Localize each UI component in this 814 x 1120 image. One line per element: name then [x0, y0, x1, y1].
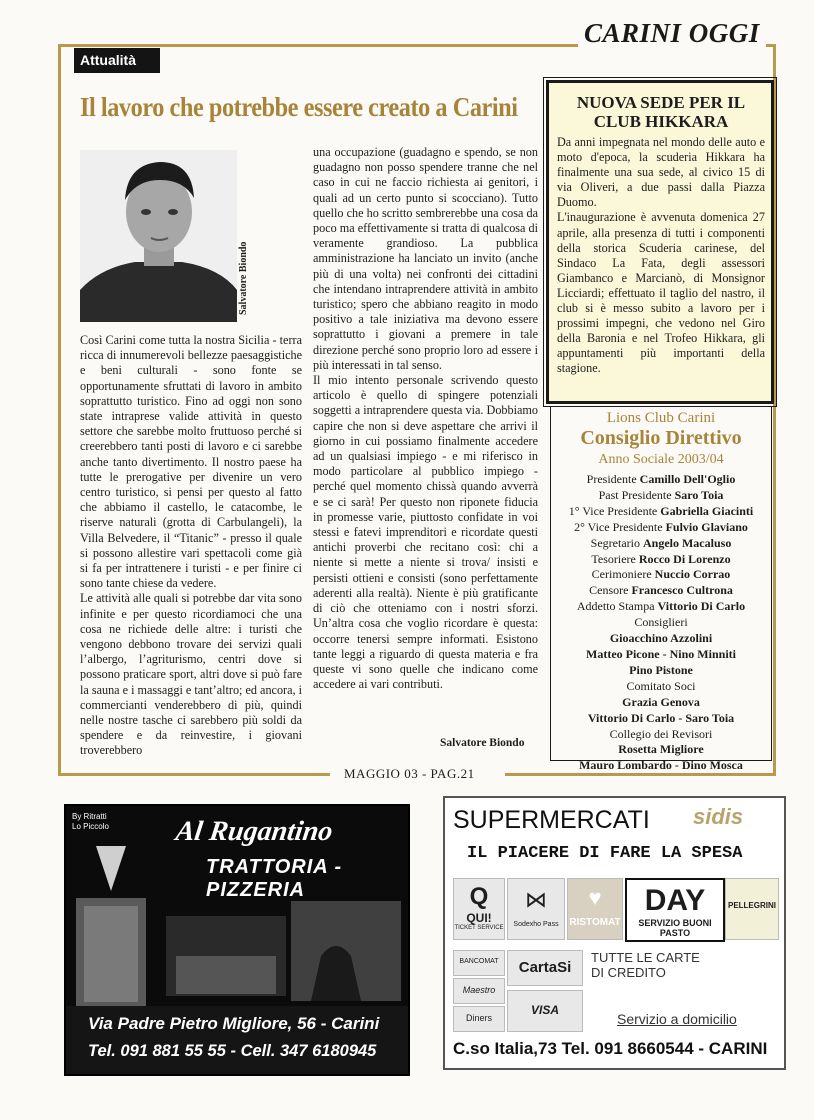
lions-club-box [550, 406, 772, 773]
page-footer: MAGGIO 03 - PAG.21 [340, 766, 479, 782]
lions-line [551, 727, 771, 743]
article-paragraph: Così Carini come tutta la nostra Sicilia - terra ricca di innumerevoli bellezze paesaggistiche e beni culturali - sono fonte se opportunamente sfruttati di lavoro in ambito soprattutto turistico. Fino ad oggi non sono state intraprese valide attività in questo settore che sarebbe molto fruttuoso perché si creerebbero tanti posti di lavoro e ci sarebbe anche tanto divertimento. Il nostro paese ha tutte le prerogative per divenire un vero centro turistico, si pensi per questo al fatto che abbiamo il castello, le catacombe, le riserve naturali (grotta di Carbulangeli), la Villa Belvedere, il “Titanic” - presso il quale si possono allestire vari spettacoli come già si fa per intrattenere i turisti - e per finire ci sono tante chiese da vedere. [80, 333, 302, 591]
lions-member-name: Grazia Genova [622, 694, 700, 709]
bow-icon: ⋈ [525, 887, 547, 912]
credit-cards-line: TUTTE LE CARTE [591, 950, 700, 965]
lions-line [551, 631, 771, 647]
diners-logo [453, 1006, 505, 1032]
frame-bottom-rule-left [58, 773, 330, 776]
day-sublabel: SERVIZIO BUONI PASTO [638, 918, 712, 938]
lions-role: Presidente [586, 472, 640, 486]
lions-line [551, 647, 771, 663]
visa-label: VISA [530, 1003, 559, 1017]
lions-member-name: Vittorio Di Carlo - Saro Toia [587, 710, 735, 725]
hikkara-paragraph: Da anni impegnata nel mondo delle auto e moto d'epoca, la scuderia Hikkara ha finalmente una sua sede, al civico 15 di via Oliveri, a due passi dalla Piazza Duomo. [557, 135, 765, 210]
home-delivery: Servizio a domicilio [617, 1011, 737, 1027]
lions-member-name: Saro Toia [674, 487, 724, 502]
article-column-1 [80, 333, 302, 759]
pellegrini-logo [725, 878, 779, 940]
q-letter-icon: Q [469, 883, 489, 910]
sidis-contact: C.so Italia,73 Tel. 091 8660544 - CARINI [453, 1039, 768, 1058]
lions-line [551, 488, 771, 504]
maestro-label: Maestro [462, 985, 496, 995]
ristomat-logo [567, 878, 623, 940]
magazine-title: CARINI OGGI [578, 18, 766, 49]
lions-line [551, 615, 771, 631]
cartasi-logo [507, 950, 583, 986]
lions-line [551, 599, 771, 615]
sidis-title: SUPERMERCATI [453, 806, 650, 834]
maestro-logo [453, 978, 505, 1004]
lions-line [551, 711, 771, 727]
hikkara-title: NUOVA SEDE PER IL CLUB HIKKARA [576, 93, 746, 131]
lions-member-list [551, 472, 771, 774]
section-tag: Attualità [74, 48, 160, 73]
lions-member-name: Pino Pistone [629, 662, 693, 677]
lions-title: Consiglio Direttivo [580, 427, 742, 449]
sidis-brand-logo: sidis [693, 804, 744, 829]
restaurant-name: Al Rugantino [173, 816, 335, 847]
bancomat-logo [453, 950, 505, 976]
lions-line [551, 679, 771, 695]
qui-sublabel: TICKET SERVICE [454, 925, 504, 931]
lions-member-name: Camillo Dell'Oglio [639, 472, 736, 486]
lions-role: Segretario [590, 535, 643, 550]
lions-member-name: Rocco Di Lorenzo [638, 551, 731, 566]
lions-role: 1° Vice Presidente [568, 503, 661, 518]
photo-credit-line: Lo Piccolo [72, 822, 109, 831]
lions-role: Addetto Stampa [576, 599, 658, 614]
article-column-2 [313, 145, 538, 692]
restaurant-type: TRATTORIA - PIZZERIA [206, 856, 343, 901]
ristomat-label: RISTOMAT [569, 917, 621, 928]
sodexho-logo [507, 878, 565, 940]
heart-icon: ♥ [588, 885, 602, 910]
photo-credit-line: By Ritratti [72, 812, 107, 821]
lions-role: Consiglieri [634, 615, 688, 630]
lions-line [551, 583, 771, 599]
credit-cards-line: DI CREDITO [591, 965, 666, 980]
day-label: DAY [644, 884, 706, 917]
lions-line [551, 520, 771, 536]
hikkara-body [557, 135, 765, 377]
lions-role: Collegio dei Revisori [609, 726, 713, 741]
lions-header: Lions Club Carini [606, 410, 716, 426]
lions-member-name: Vittorio Di Carlo [657, 599, 746, 614]
hikkara-paragraph: L'inaugurazione è avvenuta domenica 27 aprile, alla presenza di tutti i componenti della storica Scuderia carinese, del Sindaco La Fata, degli assessori Giambanco e Marcianò, di Monsignor Licciardi; effettuato il taglio del nastro, il club si è messo subito a lavoro per i prossimi impegni, che vedono nel Giro della Baronia e nel Trofeo Hikkara, gli appuntamenti più importanti della stagione. [557, 210, 765, 376]
photo-caption: Salvatore Biondo [238, 241, 249, 315]
lions-member-name: Angelo Macaluso [642, 535, 732, 550]
rugantino-ad [64, 804, 410, 1076]
frame-left-rule [58, 44, 61, 776]
qui-label: QUI! [466, 911, 492, 925]
credit-cards-note [591, 950, 700, 980]
diners-label: Diners [465, 1013, 492, 1023]
lions-role: Past Presidente [598, 487, 675, 502]
photo-credit [72, 812, 109, 832]
lions-role: Comitato Soci [626, 678, 696, 693]
lions-line [551, 567, 771, 583]
lions-year: Anno Sociale 2003/04 [598, 452, 724, 467]
sidis-slogan: IL PIACERE DI FARE LA SPESA [467, 844, 743, 863]
lions-member-name: Rosetta Migliore [618, 742, 704, 757]
pellegrini-label: PELLEGRINI [727, 901, 776, 910]
restaurant-phones: Tel. 091 881 55 55 - Cell. 347 6180945 [88, 1042, 377, 1060]
lions-role: Cerimoniere [591, 567, 655, 582]
author-photo [80, 150, 237, 322]
lions-line [551, 695, 771, 711]
portrait-illustration [80, 150, 237, 322]
lions-role: 2° Vice Presidente [574, 519, 666, 534]
lions-member-name: Gioacchino Azzolini [609, 631, 713, 646]
lions-line [551, 472, 771, 488]
article-paragraph: Le attività alle quali si potrebbe dar vita sono infinite e per questo ricordiamoci che una cosa ne richiede delle altre: i turisti che vengono debbono trovare dei servizi quali l’albergo, l’agriturismo, centri dove si possono praticare sport, altri dove si può fare la sauna e i massaggi e tant’altro; ed ancora, i commercianti venderebbero di più, quindi nelle nostre tasche ci sarebbero più soldi da spendere e da reinvestire, i giovani troverebbero [80, 591, 302, 758]
qui-logo [453, 878, 505, 940]
lions-member-name: Fulvio Glaviano [665, 519, 748, 534]
restaurant-address: Via Padre Pietro Migliore, 56 - Carini [88, 1014, 380, 1033]
lions-member-name: Matteo Picone - Nino Minniti [586, 646, 736, 661]
day-logo [625, 878, 725, 942]
lions-member-name: Gabriella Giacinti [660, 503, 754, 518]
bancomat-label: BANCOMAT [459, 958, 499, 965]
lions-role: Tesoriere [591, 551, 639, 566]
lions-line [551, 536, 771, 552]
sidis-ad [443, 796, 786, 1070]
hikkara-news-box [546, 80, 774, 404]
lions-line [551, 552, 771, 568]
visa-logo [507, 990, 583, 1032]
lions-member-name: Nuccio Corrao [654, 567, 731, 582]
cartasi-label: CartaSi [518, 959, 572, 976]
article-paragraph: una occupazione (guadagno e spendo, se non guadagno non posso spendere tranne che nel caso in cui ne faccio richiesta ai genitori, i quali ad un certo punto si scocciano). Tutto quello che ho scritto sembrerebbe una cosa da poco ma effettivamente si tratta di qualcosa di veramente grandioso. La pubblica amministrazione ha lanciato un invito (anche più di una volta) nei confronti dei cittadini che intendano intraprendere attività in ambito turistico; spero che abbiano reagito in modo positivo a tale iniziativa ma devono essere soprattutto i giovani a premere in tale direzione perché sono proprio loro ad essere i più interessati in tal senso. [313, 145, 538, 372]
lions-line [551, 663, 771, 679]
lions-line [551, 758, 771, 774]
article-headline: Il lavoro che potrebbe essere creato a Carini [80, 92, 518, 122]
article-paragraph: Il mio intento personale scrivendo questo articolo è quello di spingere potenziali soggetti a intraprendere questa via. Dobbiamo capire che non si deve aspettare che arrivi il giorno in cui possiamo finalmente accedere ad un qualsiasi impiego - e mi riferisco in modo particolare al pubblico impiego - perché quel momento chissà quando avverrà e se ci sarà! Per questo non riponete fiducia in promesse varie, piuttosto confidate in voi stessi e fatevi imprenditori e ricordate questi antichi proverbi che recitano così: chi a niente si mette a niente si trova/ insisti e persisti ottieni e consisti (sono perfettamente aderenti alla realtà). Niente è più gratificante di ciò che otteniamo con i nostri sforzi. Un’altra cosa che voglio ricordare è questa: occorre tenersi sempre informati. Esistono tante leggi a riguardo di questa materia e fra queste vi sono quelle che indicano come accedere ai vari contributi. [313, 373, 538, 692]
lions-line [551, 742, 771, 758]
article-byline: Salvatore Biondo [440, 737, 525, 749]
lions-line [551, 504, 771, 520]
sodexho-label: Sodexho Pass [513, 921, 559, 928]
lions-member-name: Mauro Lombardo - Dino Mosca [579, 758, 743, 773]
lions-member-name: Francesco Cultrona [631, 583, 733, 598]
lions-role: Censore [589, 583, 632, 598]
